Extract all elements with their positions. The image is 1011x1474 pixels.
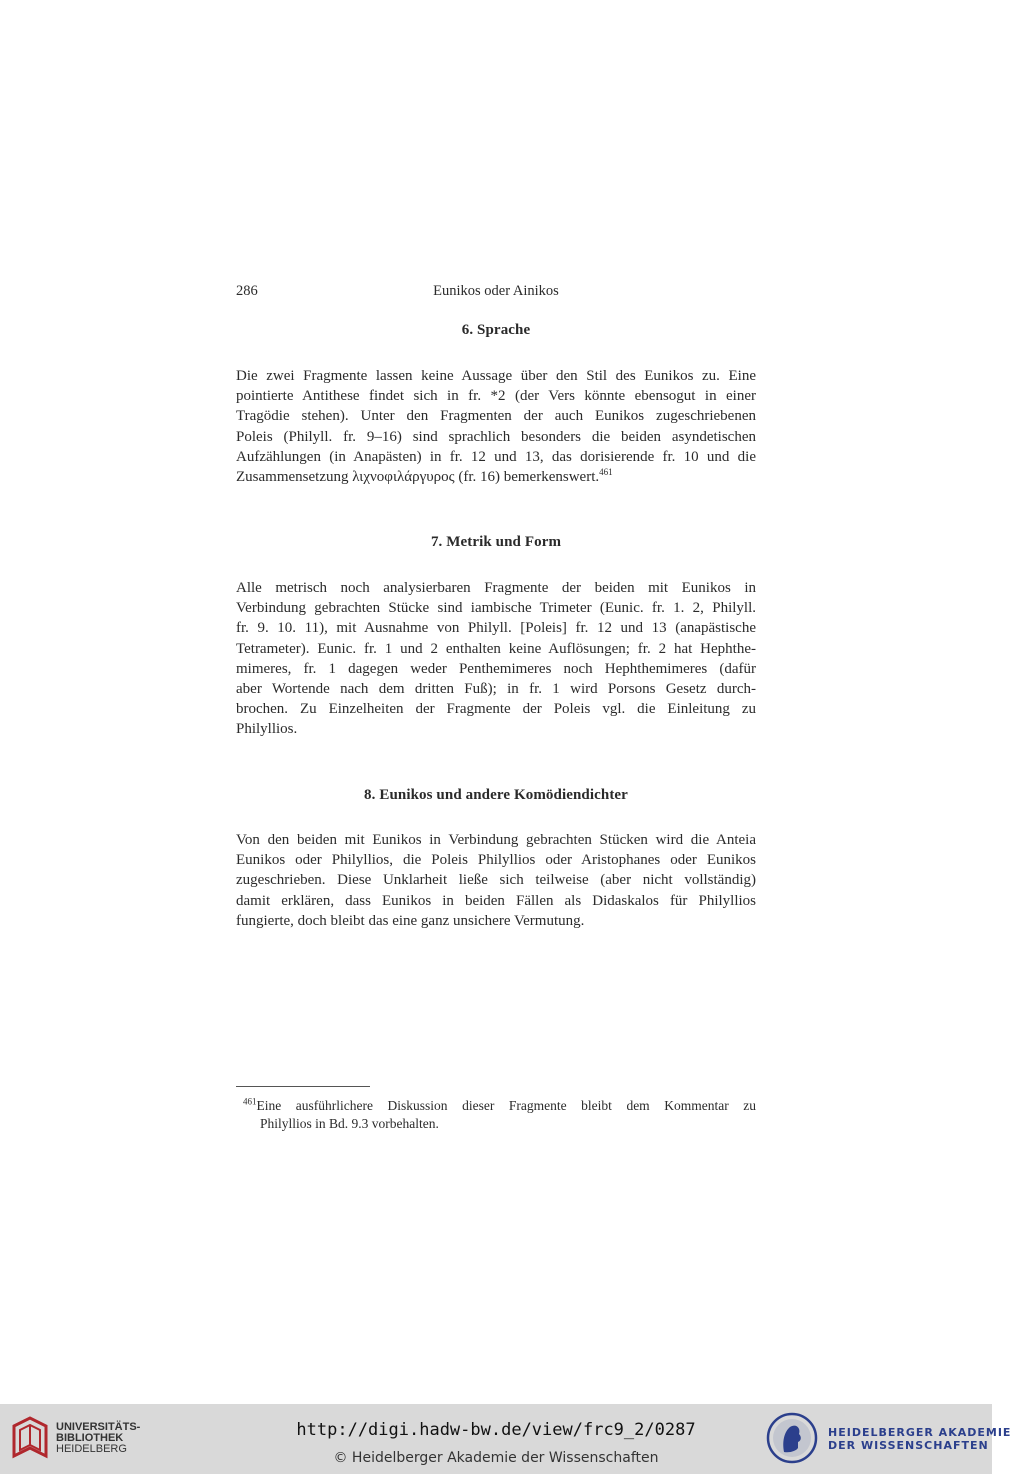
footnote-number: 461: [243, 1096, 257, 1107]
text-line: damit erklären, dass Eunikos in beiden Fällen als Didaskalos für Philyllios: [236, 892, 756, 909]
text-line: Tragödie stehen). Unter den Fragmenten der auch Eunikos zugeschriebenen: [236, 408, 756, 425]
page-number: 286: [236, 283, 258, 299]
viewer-footer-bar: [0, 1404, 1011, 1474]
footnote-line: [243, 1097, 756, 1115]
text-line: pointierte Antithese findet sich in fr. *2 (der Vers könnte ebensogut in einer: [236, 388, 756, 405]
text-line: Alle metrisch noch analysierbaren Fragmente der beiden mit Eunikos in: [236, 580, 756, 596]
text-line: Aufzählungen (in Anapästen) in fr. 12 und 13, das dorisierende fr. 10 und die: [236, 448, 756, 465]
footnote-line: Philyllios in Bd. 9.3 vorbehalten.: [260, 1116, 439, 1131]
paragraph-sprache: [236, 366, 756, 487]
section-heading-komoediendichter: 8. Eunikos und andere Komödiendichter: [364, 787, 628, 803]
text-line: aber Wortende nach dem dritten Fuß); in fr. 1 wird Porsons Gesetz durch-: [236, 681, 756, 698]
footnote: [243, 1097, 756, 1133]
text-line: Von den beiden mit Eunikos in Verbindung gebrachten Stücken wird die Anteia: [236, 832, 756, 848]
text-line-with-footnote: [236, 467, 756, 487]
running-title: Eunikos oder Ainikos: [433, 283, 559, 299]
footnote-reference[interactable]: 461: [599, 467, 613, 478]
library-name-line: HEIDELBERG: [56, 1443, 127, 1455]
text-line: Eunikos oder Philyllios, die Poleis Philyllios oder Aristophanes oder Eunikos: [236, 852, 756, 869]
text-line: fr. 9. 10. 11), mit Ausnahme von Philyll. [Poleis] fr. 12 und 13 (anapästische: [236, 620, 756, 637]
copyright-notice: © Heidelberger Akademie der Wissenschaften: [333, 1450, 659, 1466]
library-name-line: BIBLIOTHEK: [56, 1432, 124, 1444]
paragraph-komoediendichter: [236, 830, 756, 931]
academy-name-line: DER WISSENSCHAFTEN: [828, 1439, 989, 1452]
paragraph-metrik: [236, 578, 756, 740]
academy-name-line: HEIDELBERGER AKADEMIE: [828, 1426, 1011, 1439]
academy-logo[interactable]: [766, 1412, 1011, 1468]
running-head: [236, 283, 756, 303]
text-line: Poleis (Philyll. fr. 9–16) sind sprachlich besonders die beiden asyndetischen: [236, 428, 756, 445]
text-line: Die zwei Fragmente lassen keine Aussage über den Stil des Eunikos zu. Eine: [236, 368, 756, 384]
academy-name: [828, 1426, 1011, 1452]
library-name-line: UNIVERSITÄTS-: [56, 1421, 141, 1433]
text-line: brochen. Zu Einzelheiten der Fragmente der Poleis vgl. die Einleitung zu: [236, 701, 756, 718]
text-line: zugeschrieben. Diese Unklarheit ließe sich teilweise (aber nicht vollständig): [236, 872, 756, 889]
text-line: Zusammensetzung λιχνοφιλάργυρος (fr. 16) bemerkenswert.: [236, 469, 600, 486]
text-line: Philyllios.: [236, 721, 298, 738]
text-line: Tetrameter). Eunic. fr. 1 und 2 enthalten keine Auflösungen; fr. 2 hat Hephthe-: [236, 640, 756, 657]
text-line: fungierte, doch bleibt das eine ganz unsichere Vermutung.: [236, 912, 585, 929]
footnote-text: Eine ausführlichere Diskussion dieser Fragmente bleibt dem Kommentar zu: [256, 1098, 756, 1113]
section-heading-metrik: 7. Metrik und Form: [430, 534, 562, 550]
academy-seal-icon: [766, 1412, 818, 1464]
text-line: Verbindung gebrachten Stücke sind iambische Trimeter (Eunic. fr. 1. 2, Philyll.: [236, 600, 756, 617]
section-heading-sprache: 6. Sprache: [461, 322, 531, 338]
permalink-url[interactable]: http://digi.hadw-bw.de/view/frc9_2/0287: [296, 1420, 696, 1440]
text-line: mimeres, fr. 1 dagegen weder Penthemimeres noch Hephthemimeres (dafür: [236, 660, 756, 677]
footnote-divider: [236, 1086, 370, 1087]
